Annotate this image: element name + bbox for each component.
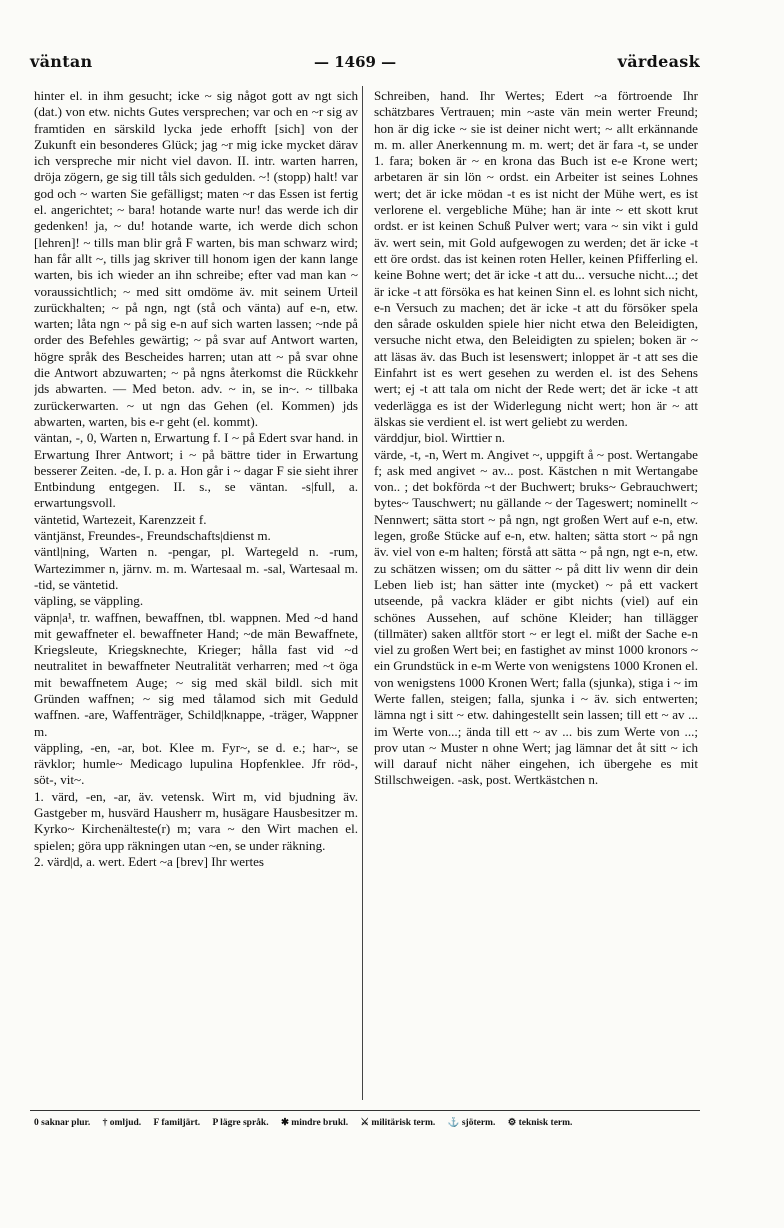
entry-paragraph: väppling, -en, -ar, bot. Klee m. Fyr~, se d. e.; har~, se rävklor; humle~ Medicago lupulina Hopfenklee. Jfr röd-, söt-, vit~. <box>34 739 358 788</box>
footer-divider <box>30 1110 700 1111</box>
legend-item: P lägre språk. <box>212 1118 269 1128</box>
legend-item: F familjärt. <box>153 1118 201 1128</box>
right-column <box>374 88 698 1098</box>
entry-paragraph: värde, -t, -n, Wert m. Angivet ~, uppgift å ~ post. Wertangabe f; ask med angivet ~ av... post. Kästchen n mit Wertangabe von.. ; det bokförda ~t der Buchwert; bruks~ Gebrauchwert; bytes~ Tauschwert; nu gällande ~ der Tageswert; nominellt ~ Nennwert; sätta stort ~ på ngn, ngt großen Wert auf e-n, etw. legen, große Stücke auf e-n, etw. halten; sätta stort ~ på ngn äv. viel von e-m halten; förstå att sätta ~ på ngn, ngt e-n, etw. zu schätzen wissen; om du sätter ~ på ditt liv wenn dir dein Leben lieb ist; han sätter inte (mycket) ~ på ett vackert utseende, på vackra kläder er gibt nichts (viel) auf ein schönes Aussehen, auf schöne Kleider; han tillägger (tillmäter) saken alltför stort ~ er legt el. mißt der Sache e-n viel zu großen Wert bei; en fastighet av minst 1000 kronors ~ ein Grundstück in e-m Werte von wenigstens 1000 Kronen el. von wenigstens 1000 Kronen Wert; falla (sjunka), stiga i ~ im Werte fallen, steigen; falla, sjunka i ~ äv. sich entwerten; lämna ngt i sitt ~ etw. dahingestellt sein lassen; till ett ~ av ... im Werte von...; ända till ett ~ av ... bis zum Werte von ...; prov utan ~ Muster n ohne Wert; jag lämnar det åt sitt ~ ich will darauf nicht näher eingehen, ich übergehe es mit Stillschweigen. -ask, post. Wertkästchen n. <box>374 446 698 788</box>
entry-paragraph: 1. värd, -en, -ar, äv. vetensk. Wirt m, vid bjudning äv. Gastgeber m, husvärd Hausherr m, husägare Hausbesitzer m. Kyrko~ Kirchenälteste(r) m; vara ~ den Wirt machen el. spielen; göra upp räkningen utan ~en, se under räkning. <box>34 788 358 853</box>
page-header <box>30 52 700 74</box>
legend-item: ⚙ teknisk term. <box>507 1118 573 1128</box>
entry-paragraph: värddjur, biol. Wirttier n. <box>374 430 506 446</box>
legend-item: 0 saknar plur. <box>34 1118 91 1128</box>
entry-paragraph: 2. värd|d, a. wert. Edert ~a [brev] Ihr wertes <box>34 853 265 869</box>
entry-paragraph: väntl|ning, Warten n. -pengar, pl. Wartegeld n. -rum, Wartezimmer n, järnv. m. m. Wartesaal m. -sal, Wartesaal m. -tid, se väntetid. <box>34 544 358 592</box>
entry-paragraph: väpling, se väppling. <box>34 593 144 609</box>
header-left-word: väntan <box>30 52 93 71</box>
left-column <box>34 88 358 1098</box>
header-right-word: värdeask <box>617 52 700 71</box>
entry-paragraph: Schreiben, hand. Ihr Wertes; Edert ~a förtroende Ihr schätzbares Vertrauen; min ~aste vän mein werter Freund; hon är dig icke ~ sie ist deiner nicht wert; ~ allt erkännande m. m. aller Anerkennung m. m. wert; det är fara -t, se under 1. fara; boken är ~ en krona das Buch ist e-e Krone wert; arbetaren är sin lön ~ ordst. ein Arbeiter ist seines Lohnes wert; det är icke mödan -t es ist nicht der Mühe wert, es ist verlorene el. vergebliche Mühe; han är inte ~ ett skott krut ordst. er ist keinen Schuß Pulver wert; vara ~ sin vikt i guld äv. wert sein, mit Gold aufgewogen zu werden; det är icke -t ett öre ordst. das ist keinen roten Heller, keinen Pfifferling el. keine Bohne wert; det är icke -t att du... versuche nicht...; det är icke -t att försöka es hat keinen Sinn el. es lohnt sich nicht, e-n Versuch zu machen; det är icke -t att du försöker spela den sårade oskulden spiele hier nicht etwa den Beleidigten, versuche nicht etwa, den Beleidigten zu spielen; boken är ~ att läsas äv. das Buch ist lesenswert; inloppet är -t att ses die Einfahrt ist es wert gesehen zu werden el. ist des Sehens wert; ej -t att tala om nicht der Rede wert; det är icke -t att vederlägga es ist der Widerlegung nicht wert; hon är ~ att älskas sie verdient el. ist wert geliebt zu werden. <box>374 88 698 429</box>
column-divider <box>362 86 363 1100</box>
entry-paragraph: väntetid, Wartezeit, Karenzzeit f. <box>34 511 207 527</box>
legend-item: ⚔ militärisk term. <box>360 1118 436 1128</box>
entry-paragraph: väntan, -, 0, Warten n, Erwartung f. I ~ på Edert svar hand. in Erwartung Ihrer Antwort; i ~ på bättre tider in Erwartung besserer Zeiten. -de, I. p. a. Hon går i ~ dagar F sie sieht ihrer Entbindung entgegen. II. s., se väntan. -s|full, a. erwartungsvoll. <box>34 430 358 511</box>
entry-paragraph: hinter el. in ihm gesucht; icke ~ sig något gott av ngt sich (dat.) von etw. nichts Gutes versprechen; var och en ~r sig av framtiden en särskild lycka jede erhofft [sich] von der Zukunft ein besonderes Glück; jag ~r mig icke mycket därav ich verspreche mir nicht viel davon. II. intr. warten harren, dröja zögern, ge sig till tåls sich gedulden. ~! (stopp) halt! var god och ~ warten Sie gefälligst; maten ~r das Essen ist fertig el. angerichtet; ~ bara! hotande warte nur! das werde ich dir gedenken! ja, ~ du! hotande warte, ich werde dich schon [lehren]! ~ tills man blir grå F warten, bis man schwarz wird; han får allt ~, tills jag skriver till honom igen der kann lange warten, bis ich wieder an ihn schreibe; efter vad man kan ~ voraussichtlich; ~ med sitt omdöme äv. mit seinem Urteil zurückhalten; ~ på ngn, ngt (stå och vänta) auf e-n, etw. warten; låta ngn ~ på sig e-n auf sich warten lassen; ~nde på order des Befehles gewärtig; ~ på svar auf Antwort warten, högre språk des Bescheides harren; utan att ~ på svar ohne die Antwort abzuwarten; ~ på ngns återkomst die Rückkehr jds abwarten. — Med beton. adv. ~ in, se in~. ~ tillbaka zurückerwarten. ~ ut ngn das Gehen (el. Kommen) jds abwarten, warten, bis e-r geht (el. kommt). <box>34 88 358 429</box>
legend-item: ✱ mindre brukl. <box>280 1118 349 1128</box>
entry-paragraph: väntjänst, Freundes-, Freundschafts|dienst m. <box>34 528 271 544</box>
entry-paragraph: väpn|a¹, tr. waffnen, bewaffnen, tbl. wappnen. Med ~d hand mit gewaffneter el. bewaffneter Hand; ~de män Bewaffnete, Kriegsleute, Kriegsknechte, Krieger; hålla fast vid ~d neutralitet in bewaffneter Neutralität verharren; med ~t öga mit bewaffnetem Auge; ~ sig med skäl bildl. sich mit Gründen waffnen; ~ sig med tålamod sich mit Geduld waffnen. -are, Waffenträger, Schild|knappe, -träger, Wappner m. <box>34 609 358 739</box>
legend-item: † omljud. <box>102 1118 142 1128</box>
legend-item: ⚓ sjöterm. <box>447 1118 496 1128</box>
page-number: — 1469 — <box>313 53 397 71</box>
abbreviation-legend <box>34 1117 700 1128</box>
